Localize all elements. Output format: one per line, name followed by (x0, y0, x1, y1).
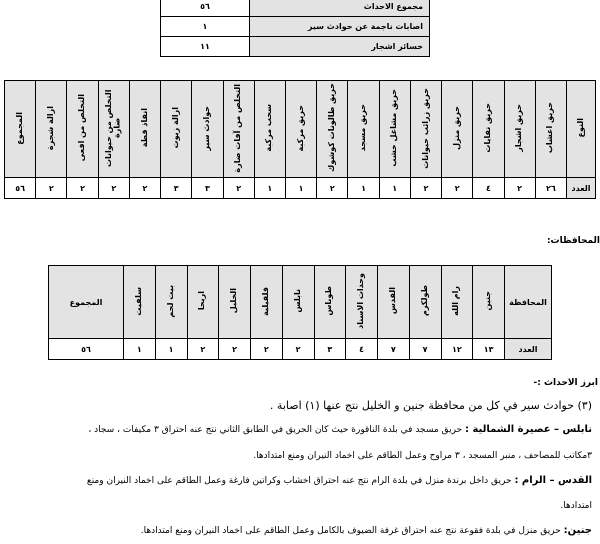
gov-column-label: قلقيلية (260, 286, 270, 316)
gov-count-label: العدد (505, 339, 552, 360)
type-column-value: ٢ (442, 178, 473, 199)
gov-column-value: ١ (155, 339, 187, 360)
type-column-value: ١ (285, 178, 316, 199)
type-column-header (442, 81, 473, 178)
gov-column-label: المجموع (69, 297, 103, 307)
summary-label: اصابات ناجمة عن حوادث سير (250, 17, 430, 37)
type-column-value: ٤ (473, 178, 504, 199)
gov-column-value: ٣ (314, 339, 346, 360)
governorate-table (48, 265, 552, 360)
gov-column-value: ٧ (409, 339, 441, 360)
type-column-label: ازالة زيوت (170, 107, 180, 149)
gov-column-value: ٥٦ (49, 339, 124, 360)
gov-column-value: ٢ (251, 339, 283, 360)
gov-column-label: جنين (483, 291, 493, 311)
type-row-header (567, 81, 596, 178)
gov-column-value: ١٢ (441, 339, 473, 360)
gov-column-label: القدس (387, 287, 397, 315)
type-column-label: التخلص من حيوانات ضارة (104, 89, 122, 167)
highlight-nablus-label: نابلس – عصيرة الشمالية : (464, 424, 592, 435)
type-column-value: ٢ (317, 178, 348, 199)
gov-column-header (473, 266, 505, 339)
summary-label: خسائر اشجار (250, 37, 430, 57)
gov-column-label: اريحا (197, 291, 207, 311)
gov-column-header (346, 266, 378, 339)
type-column-value: ٢ (98, 178, 129, 199)
highlight-quds-label: القدس – الرام : (514, 475, 592, 486)
summary-table (160, 0, 430, 57)
type-count-label: العدد (567, 178, 596, 199)
type-column-value: ٢٦ (535, 178, 566, 199)
type-column-label: ازالة شجرة (45, 105, 55, 151)
type-column-header (161, 81, 192, 178)
gov-column-header (282, 266, 314, 339)
type-column-header (473, 81, 504, 178)
type-column-header (192, 81, 223, 178)
type-column-header (98, 81, 129, 178)
type-column-value: ١ (254, 178, 285, 199)
incident-type-table (4, 80, 596, 199)
type-column-header (254, 81, 285, 178)
type-column-value: ٣ (192, 178, 223, 199)
type-column-value: ٢ (504, 178, 535, 199)
type-column-value: ١ (379, 178, 410, 199)
type-column-label: المجموع (14, 111, 24, 145)
summary-value: ١ (161, 17, 250, 37)
gov-column-label: طولكرم (419, 285, 429, 317)
gov-column-value: ٢ (282, 339, 314, 360)
type-column-header (223, 81, 254, 178)
gov-column-label: سلفيت (133, 286, 143, 316)
type-column-header (348, 81, 379, 178)
gov-column-header (441, 266, 473, 339)
gov-column-header (251, 266, 283, 339)
summary-label: مجموع الاحداث (250, 0, 430, 17)
type-column-label: حريق زرائب حيوانات (420, 87, 430, 169)
type-column-label: حريق نفايات (482, 103, 492, 153)
summary-value: ٥٦ (161, 0, 250, 17)
type-column-label: حريق مسجد (358, 104, 368, 152)
type-column-header (36, 81, 67, 178)
gov-column-header (155, 266, 187, 339)
gov-column-value: ٧ (378, 339, 410, 360)
type-column-label: انقاذ قطة (139, 108, 149, 148)
highlight-quds (2, 475, 592, 486)
gov-column-header (124, 266, 156, 339)
highlights-heading: ابرز الاحداث :- (533, 378, 598, 388)
highlight-jenin (2, 525, 592, 536)
gov-column-label: الخليل (229, 288, 239, 314)
type-column-label: حوادث سير (202, 105, 212, 151)
gov-column-value: ٤ (346, 339, 378, 360)
type-column-header (535, 81, 566, 178)
type-column-label: حريق مشاغل خشب (389, 89, 399, 167)
type-column-value: ٢ (410, 178, 441, 199)
type-column-header (5, 81, 36, 178)
summary-value: ١١ (161, 37, 250, 57)
gov-row-header (505, 266, 552, 339)
gov-column-header (49, 266, 124, 339)
gov-column-value: ٢ (187, 339, 219, 360)
gov-column-label: وحدات الاسناد (356, 273, 366, 329)
type-column-value: ١ (348, 178, 379, 199)
type-column-label: حريق اعشاب (545, 102, 555, 154)
type-column-header (379, 81, 410, 178)
gov-column-header (314, 266, 346, 339)
gov-row-header-label: المحافظة (509, 297, 547, 307)
type-column-value: ٢ (67, 178, 98, 199)
type-column-label: التخلص من افعى (77, 94, 87, 162)
type-column-label: حريق منزل (451, 106, 461, 150)
highlight-quds-text: حريق داخل برندة منزل في بلدة الرام نتج عنه احتراق اخشاب وكراتين فارغة وعمل الطاقم على اخماد النيران ومنع (86, 476, 515, 486)
gov-column-label: بيت لحم (165, 284, 175, 318)
type-row-header-label: النوع (575, 118, 585, 138)
gov-column-header (187, 266, 219, 339)
gov-column-value: ١٣ (473, 339, 505, 360)
gov-column-label: رام الله (451, 286, 461, 316)
type-column-label: حريق اشجار (514, 104, 524, 152)
gov-column-value: ١ (124, 339, 156, 360)
type-column-value: ٥٦ (5, 178, 36, 199)
type-column-header (285, 81, 316, 178)
type-column-value: ٢ (223, 178, 254, 199)
type-column-header (504, 81, 535, 178)
type-column-header (67, 81, 98, 178)
gov-column-header (378, 266, 410, 339)
type-column-value: ٣ (161, 178, 192, 199)
highlight-jenin-label: جنين: (563, 525, 592, 536)
highlight-nablus (2, 424, 592, 435)
type-column-label: سحب مركبة (264, 104, 274, 152)
summary-row (161, 0, 430, 17)
gov-column-label: طوباس (324, 286, 334, 316)
type-column-header (129, 81, 160, 178)
type-column-header (317, 81, 348, 178)
highlight-nablus-text: حريق مسجد في بلدة الناقورة حيث كان الحريق في الطابق الثاني نتج عنه احتراق ٣ مكيفات ، سجاد ، (88, 425, 465, 435)
summary-row (161, 37, 430, 57)
gov-column-header (219, 266, 251, 339)
type-column-label: التخلص من آفات ضارة (233, 83, 243, 173)
gov-column-label: نابلس (292, 289, 302, 313)
governorates-heading: المحافظات: (546, 236, 600, 246)
gov-column-value: ٢ (219, 339, 251, 360)
type-column-label: حريق مركبة (295, 104, 305, 152)
type-column-value: ٢ (129, 178, 160, 199)
highlight-quds-cont: امتدادها. (560, 501, 592, 511)
type-column-header (410, 81, 441, 178)
summary-row (161, 17, 430, 37)
highlight-nablus-cont: ٣مكاتب للمصاحف ، منبر المسجد ، ٣ مراوح وعمل الطاقم على اخماد النيران ومنع امتدادها. (253, 451, 592, 461)
type-column-value: ٢ (36, 178, 67, 199)
type-column-label: حريق طالونات كوشوك (327, 83, 337, 173)
gov-column-header (409, 266, 441, 339)
highlight-traffic: (٣) حوادث سير في كل من محافظة جنين و الخليل نتج عنها (١) اصابة . (269, 399, 592, 412)
highlight-jenin-text: حريق منزل في بلدة فقوعة نتج عنه احتراق غرفة الضيوف بالكامل وعمل الطاقم على اخماد النيران ومنع امتدادها. (140, 526, 564, 536)
